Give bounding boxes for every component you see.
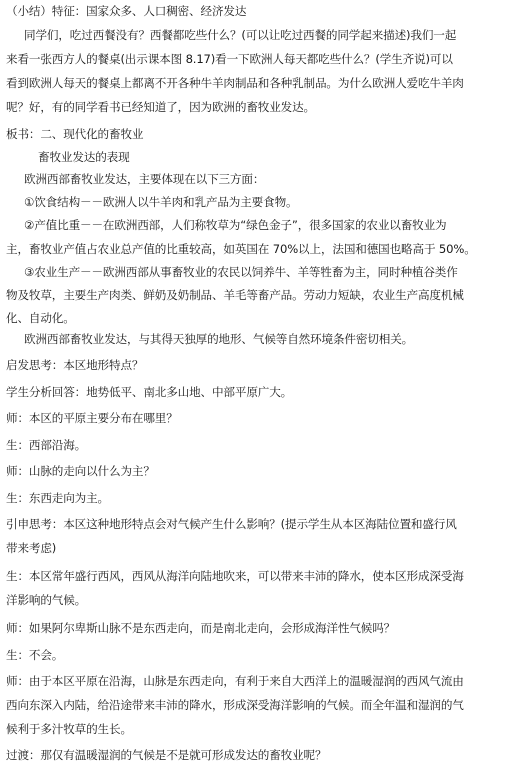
- point-3-line-1: ③农业生产－－欧洲西部从事畜牧业的农民以饲养牛、羊等牲畜为主，同时种植谷类作: [24, 265, 458, 279]
- intro-paragraph-line-4: 呢？好，有的同学看书已经知道了，因为欧洲的畜牧业发达。: [6, 100, 315, 114]
- student-answer-alps: 生：不会。: [6, 648, 64, 662]
- point-2-line-2: 主，畜牧业产值占农业总产值的比重较高，如英国在 70%以上，法国和德国也略高于 50%。: [6, 242, 476, 256]
- teacher-question-plains: 师：本区的平原主要分布在哪里？: [6, 411, 178, 425]
- intro-paragraph-line-1: 同学们，吃过西餐没有？西餐都吃些什么？(可以让吃过西餐的同学起来描述)我们一起: [24, 28, 457, 42]
- point-3-line-2: 物及牧草，主要生产肉类、鲜奶及奶制品、羊毛等畜产品。劳动力短缺，农业生产高度机械: [6, 288, 464, 302]
- student-answer-plains: 生：西部沿海。: [6, 438, 87, 452]
- section-intro-line: 欧洲西部畜牧业发达，主要体现在以下三方面：: [24, 172, 265, 186]
- point-2-line-1: ②产值比重－－在欧洲西部，人们称牧草为“绿色金子”，很多国家的农业以畜牧业为: [24, 218, 447, 232]
- intro-paragraph-line-3: 看到欧洲人每天的餐桌上都离不开各种牛羊肉制品和各种乳制品。为什么欧洲人爱吃牛羊肉: [6, 76, 464, 90]
- teacher-explanation-line-1: 师：由于本区平原在沿海，山脉是东西走向，有利于来自大西洋上的温暖湿润的西风气流由: [6, 674, 464, 688]
- student-answer-wind-line-1: 生：本区常年盛行西风，西风从海洋向陆地吹来，可以带来丰沛的降水，使本区形成深受海: [6, 569, 464, 583]
- student-answer-wind-line-2: 洋影响的气候。: [6, 593, 87, 607]
- extended-question-line-2: 带来考虑): [6, 541, 57, 555]
- prompt-terrain-question: 启发思考：本区地形特点？: [6, 358, 144, 372]
- teacher-question-alps: 师：如果阿尔卑斯山脉不是东西走向，而是南北走向，会形成海洋性气候吗？: [6, 621, 396, 635]
- teacher-explanation-line-3: 候利于多汁牧草的生长。: [6, 722, 132, 736]
- teacher-explanation-line-2: 西向东深入内陆，给沿途带来丰沛的降水，形成深受海洋影响的气候。而全年温和湿润的气: [6, 698, 464, 712]
- section-subheading: 畜牧业发达的表现: [38, 150, 130, 164]
- summary-line: （小结）特征：国家众多、人口稠密、经济发达: [6, 4, 247, 18]
- point-1-line: ①饮食结构－－欧洲人以牛羊肉和乳产品为主要食物。: [24, 195, 298, 209]
- summary-environment-line: 欧洲西部畜牧业发达，与其得天独厚的地形、气候等自然环境条件密切相关。: [24, 332, 414, 346]
- student-answer-mountains: 生：东西走向为主。: [6, 491, 109, 505]
- intro-paragraph-line-2: 来看一张西方人的餐桌(出示课本图 8.17)看一下欧洲人每天都吃些什么？(学生齐说)可以: [6, 52, 453, 66]
- student-answer-terrain: 学生分析回答：地势低平、南北多山地、中部平原广大。: [6, 385, 293, 399]
- point-3-line-3: 化、自动化。: [6, 311, 75, 325]
- extended-question-line-1: 引申思考：本区这种地形特点会对气候产生什么影响？(提示学生从本区海陆位置和盛行风: [6, 517, 457, 531]
- teacher-question-mountains: 师：山脉的走向以什么为主？: [6, 464, 155, 478]
- transition-line: 过渡：那仅有温暖湿润的气候是不是就可形成发达的畜牧业呢？: [6, 748, 327, 762]
- board-heading: 板书：二、现代化的畜牧业: [6, 127, 144, 141]
